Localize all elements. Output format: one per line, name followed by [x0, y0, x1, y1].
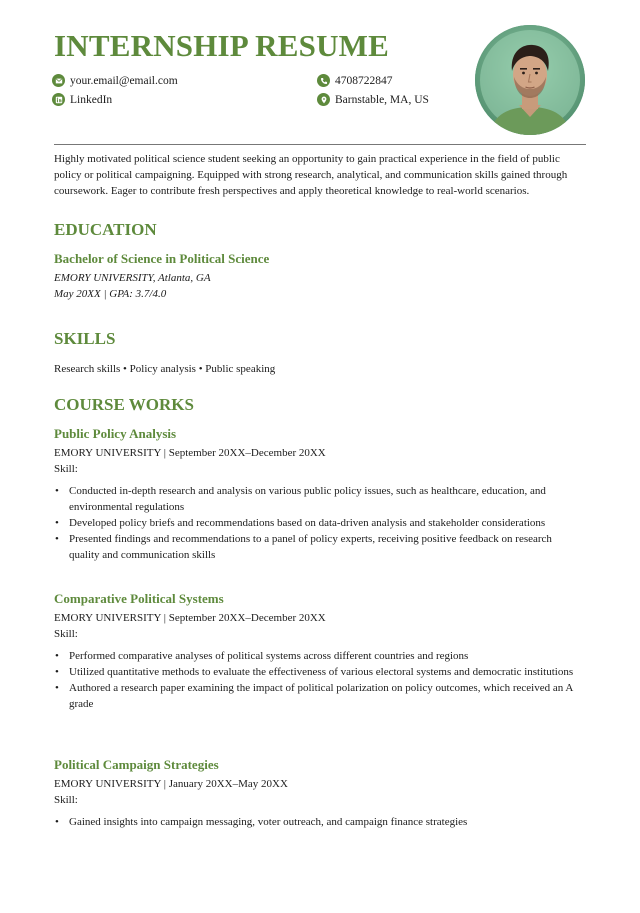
course-title: Public Policy Analysis — [54, 426, 177, 441]
resume-title: INTERNSHIP RESUME — [54, 28, 390, 63]
degree-title: Bachelor of Science in Political Science — [54, 251, 270, 266]
course-bullets — [54, 814, 574, 830]
list-item: • Developed policy briefs and recommendations based on data-driven analysis and stakeholder considerations — [54, 515, 574, 531]
contact-email[interactable] — [52, 74, 178, 87]
course-title: Comparative Political Systems — [54, 591, 224, 606]
course-skill-label: Skill: — [54, 463, 78, 475]
course-bullets — [54, 648, 574, 712]
education-details: May 20XX | GPA: 3.7/4.0 — [54, 288, 167, 300]
summary-text: Highly motivated political science student seeking an opportunity to gain practical experience in the field of public policy or political campaigning. Equipped with strong research, analytical, and communication skills gained through coursework. Eager to contribute fresh perspectives and apply theoretical knowledge to real-world scenarios. — [54, 153, 568, 197]
location-text: Barnstable, MA, US — [335, 93, 429, 106]
list-item: • Utilized quantitative methods to evaluate the effectiveness of various electoral systems and democratic institutions — [54, 664, 574, 680]
education-heading: EDUCATION — [54, 220, 157, 239]
email-icon — [52, 74, 65, 87]
email-text: your.email@email.com — [70, 74, 178, 87]
contact-location — [317, 93, 429, 106]
linkedin-text: LinkedIn — [70, 93, 113, 106]
course-skill-label: Skill: — [54, 794, 78, 806]
course-title: Political Campaign Strategies — [54, 757, 219, 772]
skills-heading: SKILLS — [54, 329, 116, 348]
list-item: • Performed comparative analyses of political systems across different countries and regions — [54, 648, 574, 664]
phone-icon — [317, 74, 330, 87]
course-skill-label: Skill: — [54, 628, 78, 640]
skills-list: Research skills • Policy analysis • Public speaking — [54, 363, 276, 375]
location-icon — [317, 93, 330, 106]
contact-linkedin[interactable] — [52, 93, 112, 106]
course-meta: EMORY UNIVERSITY | September 20XX–December 20XX — [54, 447, 326, 459]
linkedin-icon — [52, 93, 65, 106]
list-item: • Presented findings and recommendations to a panel of policy experts, receiving positive feedback on research quality and communication skills — [54, 531, 574, 563]
course-meta: EMORY UNIVERSITY | September 20XX–December 20XX — [54, 612, 326, 624]
course-works-heading: COURSE WORKS — [54, 395, 194, 414]
course-bullets — [54, 483, 574, 563]
list-item: • Gained insights into campaign messaging, voter outreach, and campaign finance strategies — [54, 814, 574, 830]
list-item: • Conducted in-depth research and analysis on various public policy issues, such as healthcare, education, and environmental regulations — [54, 483, 574, 515]
profile-photo — [475, 25, 585, 135]
header-divider — [54, 144, 586, 145]
contact-phone — [317, 74, 393, 87]
list-item: • Authored a research paper examining the impact of political polarization on policy outcomes, which received an A grade — [54, 680, 574, 712]
education-school: EMORY UNIVERSITY, Atlanta, GA — [54, 272, 211, 284]
phone-text: 4708722847 — [335, 74, 393, 87]
course-meta: EMORY UNIVERSITY | January 20XX–May 20XX — [54, 778, 288, 790]
